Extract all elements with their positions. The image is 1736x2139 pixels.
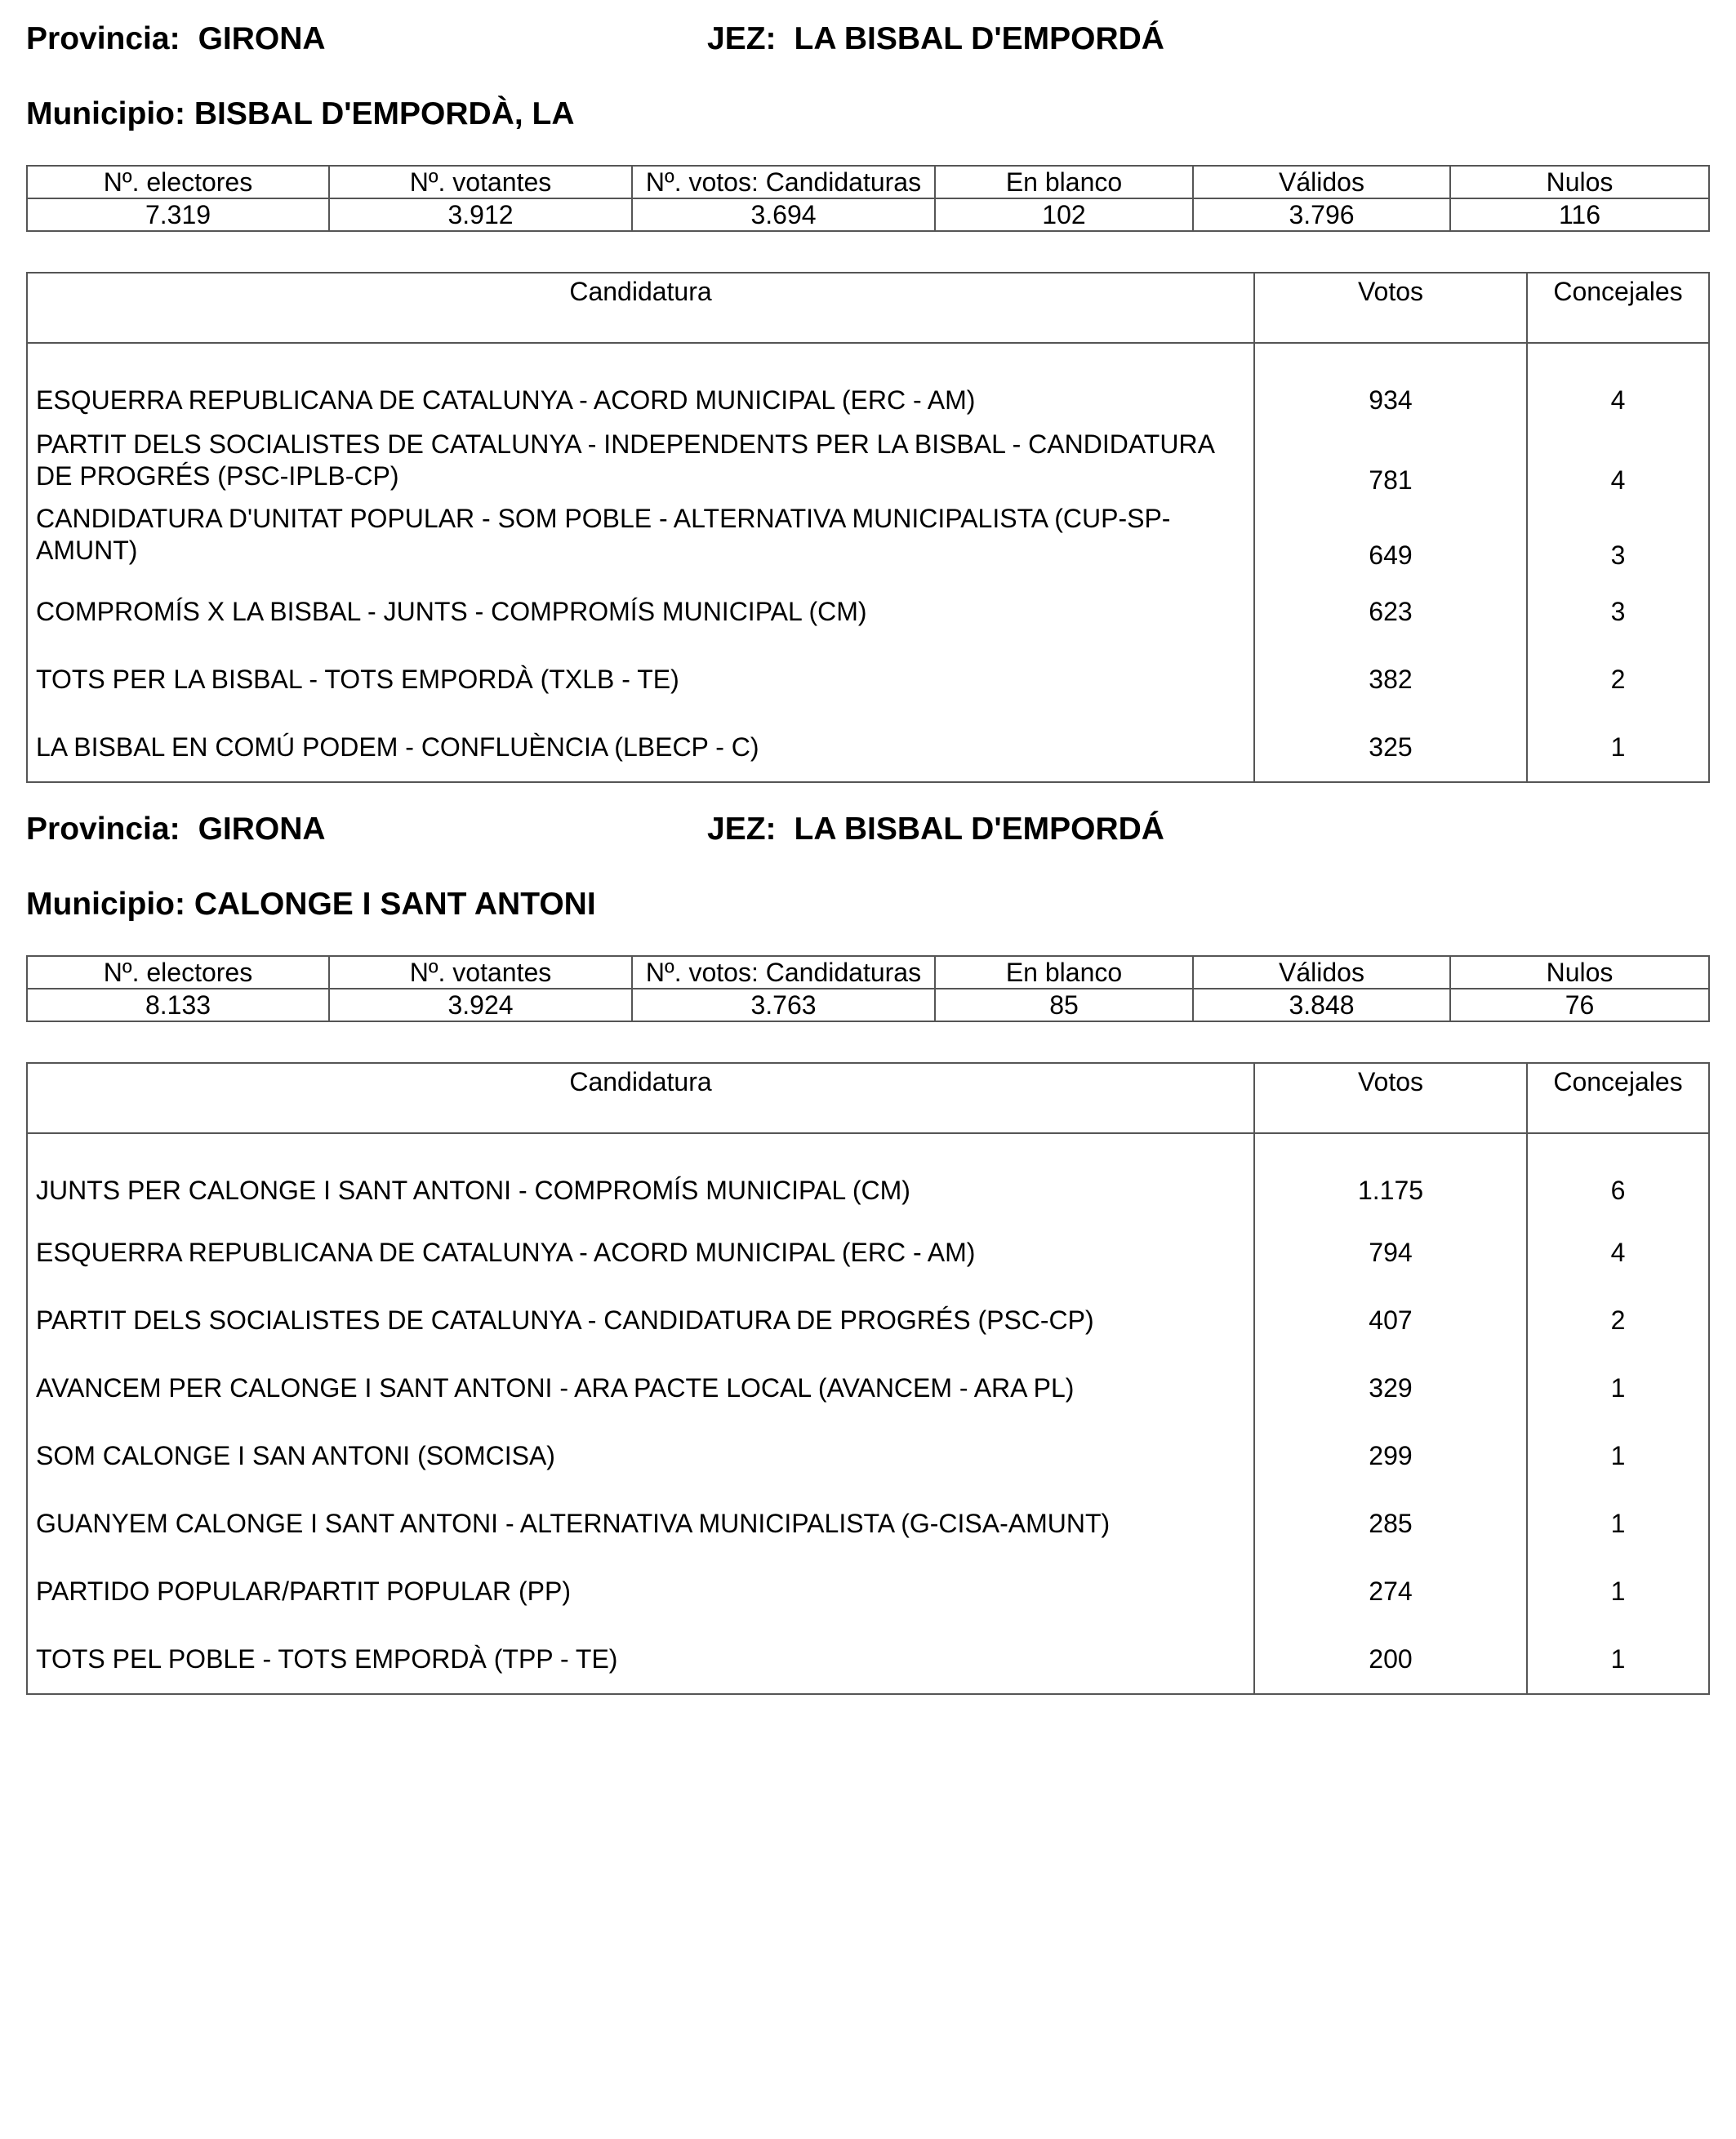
- votos-header: Votos: [1254, 1063, 1527, 1133]
- votos-value: 934: [1254, 343, 1527, 429]
- candidatura-name: TOTS PEL POBLE - TOTS EMPORDÀ (TPP - TE): [36, 1644, 618, 1674]
- votantes-value: 3.924: [329, 989, 632, 1021]
- concejales-value: 4: [1527, 343, 1709, 429]
- concejales-header: Concejales: [1527, 1063, 1709, 1133]
- candidaturas-table: [26, 272, 1710, 783]
- candidaturas-header-row: [27, 273, 1709, 343]
- jez-line: [707, 813, 1164, 845]
- votantes-value: 3.912: [329, 198, 632, 231]
- provincia-line: [26, 813, 326, 845]
- concejales-header: Concejales: [1527, 273, 1709, 343]
- candidatura-name: CANDIDATURA D'UNITAT POPULAR - SOM POBLE - ALTERNATIVA MUNICIPALISTA (CUP-SP-AMUNT): [36, 504, 1171, 565]
- validos-header: Válidos: [1193, 956, 1450, 989]
- provincia-value: GIRONA: [198, 812, 326, 847]
- votos-value: 382: [1254, 646, 1527, 714]
- table-row: [27, 646, 1709, 714]
- candidatura-name: SOM CALONGE I SAN ANTONI (SOMCISA): [36, 1441, 555, 1470]
- provincia-label: Provincia:: [26, 21, 180, 56]
- municipio-value: CALONGE I SANT ANTONI: [194, 887, 596, 922]
- table-row: [27, 1354, 1709, 1422]
- candidatura-name: ESQUERRA REPUBLICANA DE CATALUNYA - ACORD MUNICIPAL (ERC - AM): [36, 385, 976, 415]
- votos-value: 200: [1254, 1625, 1527, 1694]
- validos-header: Válidos: [1193, 166, 1450, 198]
- table-row: [27, 1133, 1709, 1219]
- jez-value: LA BISBAL D'EMPORDÁ: [794, 21, 1164, 56]
- concejales-value: 4: [1527, 429, 1709, 503]
- municipio-label: Municipio:: [26, 887, 185, 922]
- summary-value-row: [27, 989, 1709, 1021]
- votos-value: 274: [1254, 1558, 1527, 1625]
- nulos-value: 76: [1450, 989, 1709, 1021]
- jez-label: JEZ:: [707, 812, 777, 847]
- en-blanco-header: En blanco: [935, 166, 1193, 198]
- concejales-value: 2: [1527, 1287, 1709, 1354]
- jez-line: [707, 23, 1164, 55]
- summary-value-row: [27, 198, 1709, 231]
- candidatura-name: PARTIT DELS SOCIALISTES DE CATALUNYA - INDEPENDENTS PER LA BISBAL - CANDIDATURA DE PROGRÉS (PSC-IPLB-CP): [36, 429, 1214, 491]
- votos-candidaturas-header: Nº. votos: Candidaturas: [632, 166, 935, 198]
- candidaturas-header-row: [27, 1063, 1709, 1133]
- votos-candidaturas-value: 3.763: [632, 989, 935, 1021]
- jez-value: LA BISBAL D'EMPORDÁ: [794, 812, 1164, 847]
- votos-value: 649: [1254, 503, 1527, 578]
- municipio-label: Municipio:: [26, 96, 185, 131]
- electores-value: 8.133: [27, 989, 329, 1021]
- concejales-value: 1: [1527, 1354, 1709, 1422]
- votantes-header: Nº. votantes: [329, 166, 632, 198]
- candidatura-name: ESQUERRA REPUBLICANA DE CATALUNYA - ACORD MUNICIPAL (ERC - AM): [36, 1238, 976, 1267]
- votos-value: 325: [1254, 714, 1527, 782]
- candidatura-name: JUNTS PER CALONGE I SANT ANTONI - COMPROMÍS MUNICIPAL (CM): [36, 1175, 910, 1205]
- municipio-block-1: [26, 0, 1708, 767]
- votos-candidaturas-value: 3.694: [632, 198, 935, 231]
- votos-value: 623: [1254, 578, 1527, 646]
- table-row: [27, 503, 1709, 578]
- en-blanco-value: 102: [935, 198, 1193, 231]
- electores-value: 7.319: [27, 198, 329, 231]
- municipio-line: [26, 98, 575, 130]
- candidatura-name: AVANCEM PER CALONGE I SANT ANTONI - ARA PACTE LOCAL (AVANCEM - ARA PL): [36, 1373, 1075, 1403]
- concejales-value: 4: [1527, 1219, 1709, 1287]
- votos-value: 285: [1254, 1490, 1527, 1558]
- municipio-block-2: [26, 790, 1708, 1688]
- table-row: [27, 1490, 1709, 1558]
- votos-value: 794: [1254, 1219, 1527, 1287]
- validos-value: 3.796: [1193, 198, 1450, 231]
- municipio-value: BISBAL D'EMPORDÀ, LA: [194, 96, 575, 131]
- summary-table: [26, 955, 1710, 1022]
- concejales-value: 1: [1527, 1625, 1709, 1694]
- concejales-value: 1: [1527, 1422, 1709, 1490]
- nulos-header: Nulos: [1450, 166, 1709, 198]
- table-row: [27, 1219, 1709, 1287]
- validos-value: 3.848: [1193, 989, 1450, 1021]
- summary-header-row: [27, 166, 1709, 198]
- provincia-label: Provincia:: [26, 812, 180, 847]
- table-row: [27, 1287, 1709, 1354]
- concejales-value: 2: [1527, 646, 1709, 714]
- nulos-header: Nulos: [1450, 956, 1709, 989]
- summary-table: [26, 165, 1710, 232]
- summary-header-row: [27, 956, 1709, 989]
- provincia-value: GIRONA: [198, 21, 326, 56]
- table-row: [27, 343, 1709, 429]
- candidatura-name: LA BISBAL EN COMÚ PODEM - CONFLUÈNCIA (LBECP - C): [36, 732, 759, 762]
- concejales-value: 6: [1527, 1133, 1709, 1219]
- votos-value: 329: [1254, 1354, 1527, 1422]
- table-row: [27, 1625, 1709, 1694]
- votos-value: 407: [1254, 1287, 1527, 1354]
- votos-value: 299: [1254, 1422, 1527, 1490]
- candidatura-name: PARTIDO POPULAR/PARTIT POPULAR (PP): [36, 1576, 571, 1606]
- votos-value: 781: [1254, 429, 1527, 503]
- concejales-value: 1: [1527, 714, 1709, 782]
- en-blanco-header: En blanco: [935, 956, 1193, 989]
- candidatura-name: TOTS PER LA BISBAL - TOTS EMPORDÀ (TXLB - TE): [36, 665, 679, 694]
- candidatura-header: Candidatura: [27, 273, 1254, 343]
- concejales-value: 3: [1527, 503, 1709, 578]
- concejales-value: 3: [1527, 578, 1709, 646]
- candidaturas-table: [26, 1062, 1710, 1695]
- concejales-value: 1: [1527, 1558, 1709, 1625]
- votos-candidaturas-header: Nº. votos: Candidaturas: [632, 956, 935, 989]
- electores-header: Nº. electores: [27, 956, 329, 989]
- provincia-line: [26, 23, 326, 55]
- table-row: [27, 714, 1709, 782]
- votantes-header: Nº. votantes: [329, 956, 632, 989]
- candidatura-name: PARTIT DELS SOCIALISTES DE CATALUNYA - CANDIDATURA DE PROGRÉS (PSC-CP): [36, 1305, 1094, 1335]
- candidatura-header: Candidatura: [27, 1063, 1254, 1133]
- candidatura-name: GUANYEM CALONGE I SANT ANTONI - ALTERNATIVA MUNICIPALISTA (G-CISA-AMUNT): [36, 1509, 1111, 1538]
- municipio-line: [26, 888, 596, 920]
- votos-header: Votos: [1254, 273, 1527, 343]
- candidatura-name: COMPROMÍS X LA BISBAL - JUNTS - COMPROMÍS MUNICIPAL (CM): [36, 597, 867, 626]
- table-row: [27, 578, 1709, 646]
- concejales-value: 1: [1527, 1490, 1709, 1558]
- votos-value: 1.175: [1254, 1133, 1527, 1219]
- table-row: [27, 429, 1709, 503]
- en-blanco-value: 85: [935, 989, 1193, 1021]
- electores-header: Nº. electores: [27, 166, 329, 198]
- nulos-value: 116: [1450, 198, 1709, 231]
- table-row: [27, 1422, 1709, 1490]
- jez-label: JEZ:: [707, 21, 777, 56]
- table-row: [27, 1558, 1709, 1625]
